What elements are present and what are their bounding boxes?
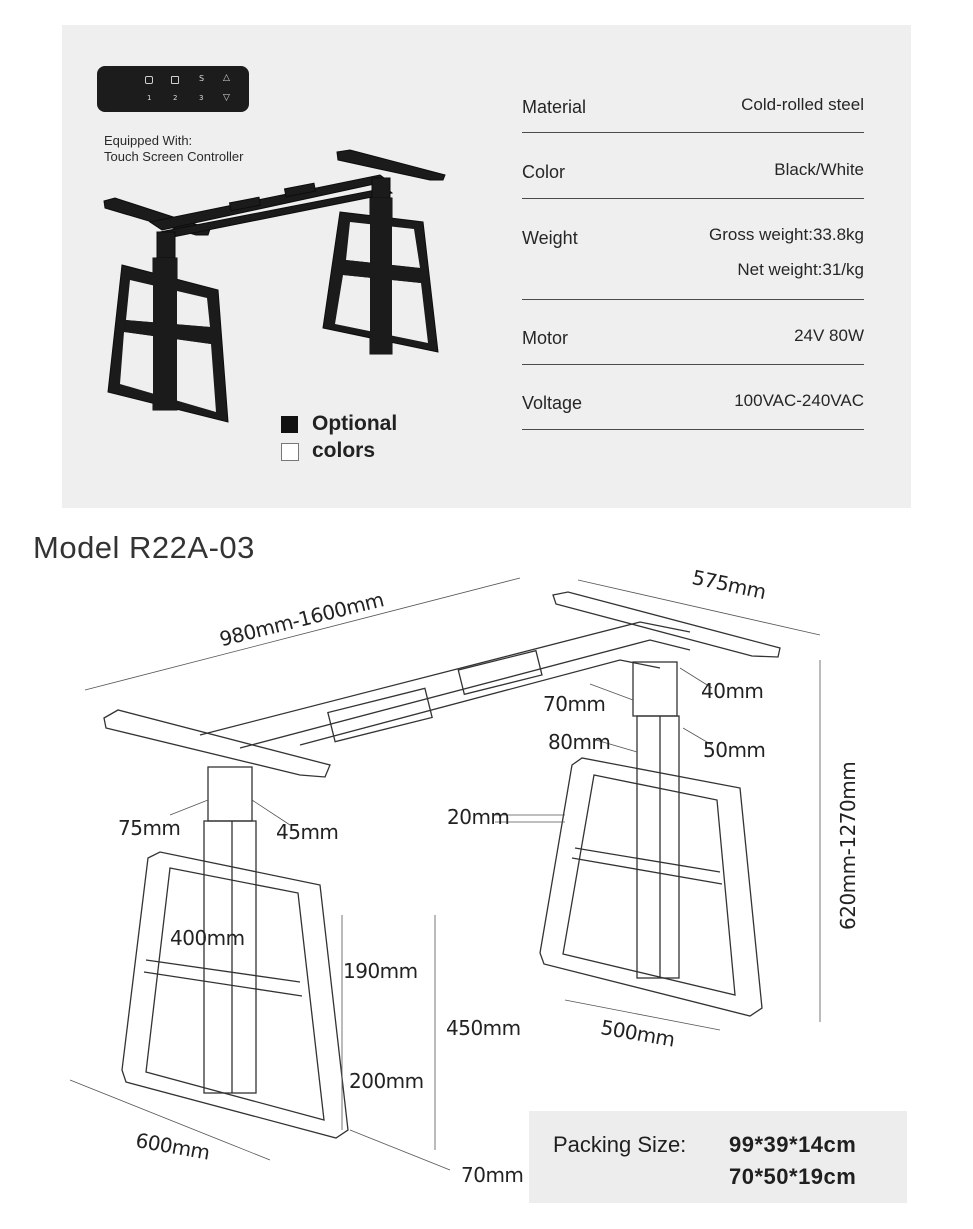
packing-size-box: [529, 1111, 907, 1203]
packing-label: Packing Size:: [553, 1132, 687, 1157]
dim-col-inner-d: 80mm: [548, 730, 611, 754]
up-arrow-icon: △: [223, 73, 230, 83]
equipped-line-1: Equipped With:: [104, 133, 193, 148]
dim-width-range: 980mm-1600mm: [217, 587, 387, 652]
dim-left-col-w: 45mm: [276, 820, 339, 844]
dim-total-leg-height: 450mm: [446, 1016, 521, 1040]
spec-value: Cold-rolled steel: [741, 95, 864, 114]
down-arrow-icon: ▽: [223, 93, 230, 103]
dim-col-outer-w: 40mm: [701, 679, 764, 703]
dim-lower-gap: 200mm: [349, 1069, 424, 1093]
controller-button-2: 2: [173, 94, 178, 102]
controller-button-3: 3: [199, 94, 204, 102]
dim-foot-thickness: 20mm: [447, 805, 510, 829]
spec-label: Voltage: [522, 393, 583, 413]
dim-inner-width: 400mm: [170, 926, 245, 950]
spec-label: Material: [522, 97, 587, 117]
model-title: Model R22A-03: [33, 530, 255, 565]
dim-height-range: 620mm-1270mm: [836, 761, 860, 930]
dim-depth: 575mm: [690, 565, 769, 604]
dim-foot-bar: 70mm: [461, 1163, 524, 1187]
dim-col-inner-w: 50mm: [703, 738, 766, 762]
packing-size-1: 99*39*14cm: [729, 1132, 857, 1157]
spec-label: Color: [522, 162, 566, 182]
dim-upper-gap: 190mm: [343, 959, 418, 983]
packing-size-2: 70*50*19cm: [729, 1164, 857, 1189]
dim-left-col-d: 75mm: [118, 816, 181, 840]
legend-line-2: colors: [312, 439, 376, 462]
spec-label: Weight: [522, 228, 578, 248]
spec-value-secondary: Net weight:31/kg: [737, 260, 864, 279]
s-icon: S: [199, 74, 205, 83]
spec-value: 24V 80W: [794, 326, 864, 345]
spec-value: 100VAC-240VAC: [734, 391, 864, 410]
spec-value: Gross weight:33.8kg: [709, 225, 864, 244]
spec-value: Black/White: [774, 160, 864, 179]
controller-button-1: 1: [147, 94, 152, 102]
equipped-line-2: Touch Screen Controller: [104, 149, 244, 164]
dim-col-outer-d: 70mm: [543, 692, 606, 716]
dim-foot-depth: 600mm: [133, 1128, 212, 1165]
legend-line-1: Optional: [312, 412, 398, 435]
spec-label: Motor: [522, 328, 569, 348]
dim-foot-length: 500mm: [598, 1015, 677, 1052]
